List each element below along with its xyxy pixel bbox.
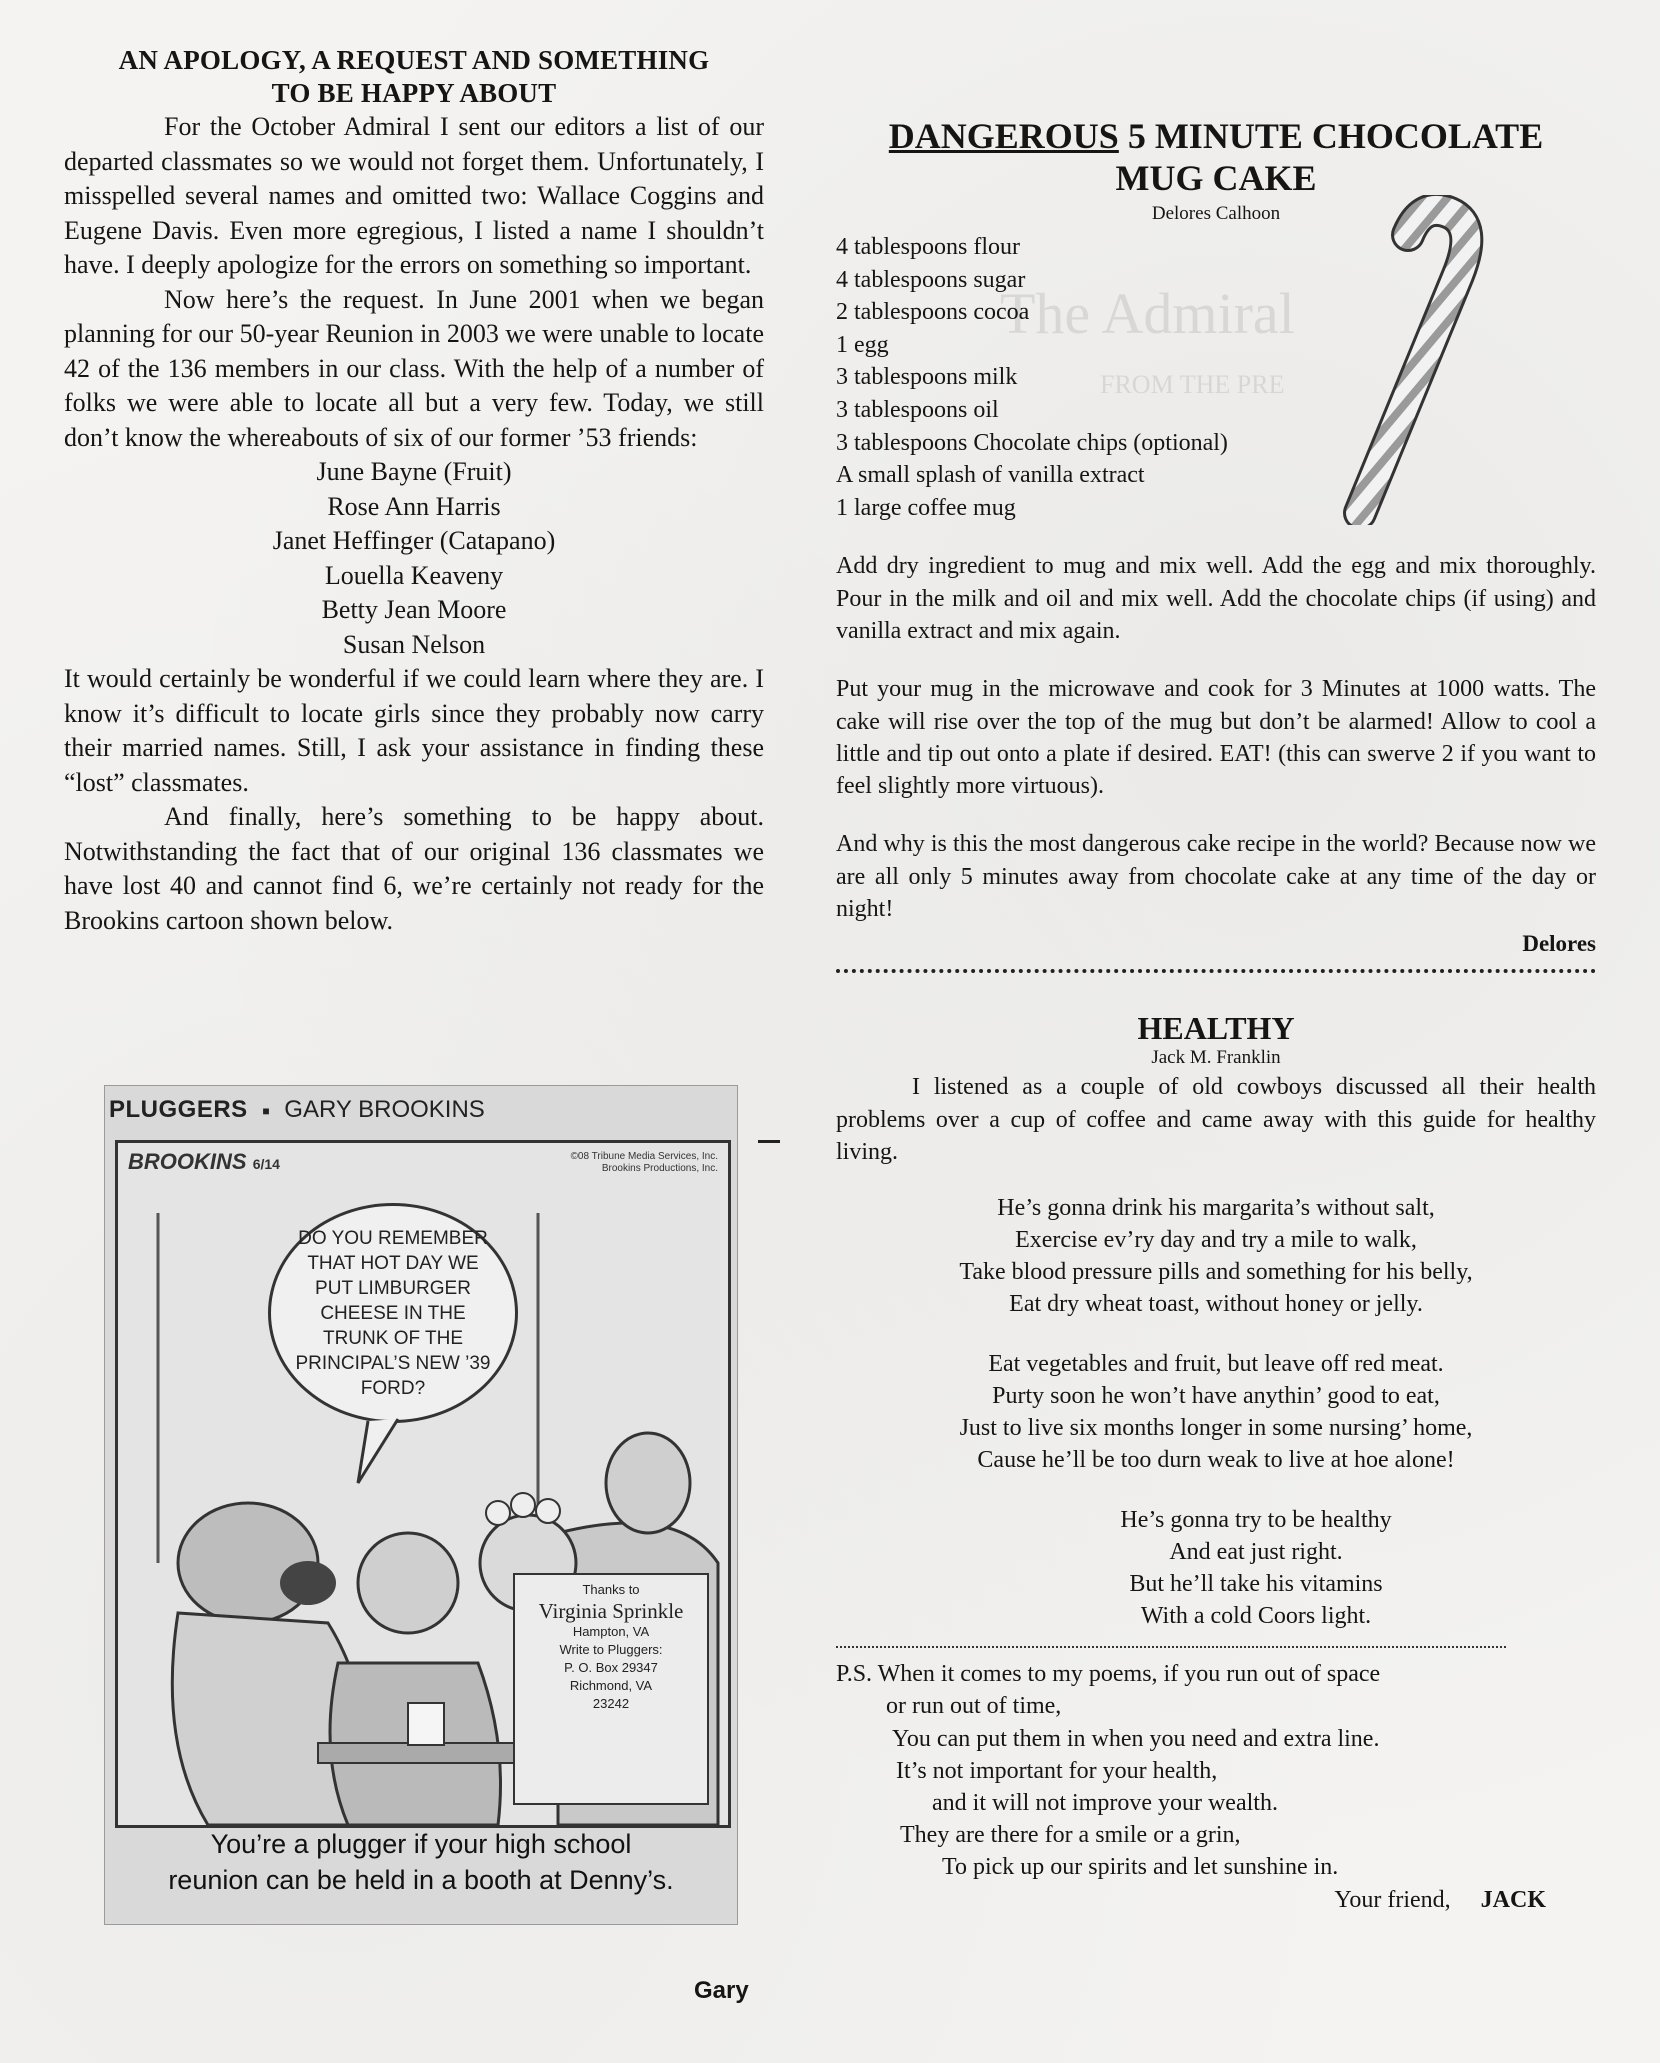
apology-article — [64, 44, 764, 938]
poem-line: Cause he’ll be too durn weak to live at hoe alone! — [977, 1447, 1455, 1474]
stray-dash-mark — [758, 1140, 780, 1143]
ps-line: and it will not improve your wealth. — [932, 1790, 1278, 1817]
healthy-signature: JACK — [1480, 1886, 1546, 1913]
copyright-note: ©08 Tribune Media Services, Inc. Brookins Productions, Inc. — [570, 1151, 718, 1174]
poem-line: Exercise ev’ry day and try a mile to walk, — [1015, 1227, 1417, 1254]
recipe-title-rest: 5 MINUTE CHOCOLATE — [1118, 116, 1544, 156]
cartoon-panel — [115, 1140, 731, 1828]
recipe-title — [836, 115, 1596, 199]
poem-line: Purty soon he won’t have anythin’ good to eat, — [992, 1383, 1440, 1410]
cartoon-caption — [105, 1826, 737, 1898]
cartoon-date: 6/14 — [252, 1156, 280, 1172]
artist-signature-text: BROOKINS — [128, 1149, 247, 1174]
ingredient: 1 egg — [836, 331, 889, 358]
recipe-step-1: Add dry ingredient to mug and mix well. Add the egg and mix thoroughly. Pour in the milk and oil and mix well. Add the chocolate chips (if using) and vanilla extract and mix again. — [836, 553, 1596, 644]
show-through-text: FROM THE PRE — [1100, 370, 1285, 399]
poem-line: Eat vegetables and fruit, but leave off red meat. — [988, 1351, 1444, 1378]
poem-line: He’s gonna drink his margarita’s without salt, — [997, 1195, 1435, 1222]
ps-line: You can put them in when you need and extra line. — [892, 1725, 1380, 1752]
poem-line: And eat just right. — [1169, 1539, 1343, 1566]
poem-line: Eat dry wheat toast, without honey or jelly. — [1009, 1291, 1423, 1318]
apology-paragraph-1: For the October Admiral I sent our editors a list of our departed classmates so we would not forget them. Unfortunately, I misspelled several names and omitted two: Wallace Coggins and Eugene Davis. Even more egregious, I listed a name I shouldn’t have. I deeply apologize for the errors on something so important. — [64, 112, 764, 279]
recipe-title-underlined: DANGEROUS — [888, 116, 1119, 156]
ingredient: 4 tablespoons flour — [836, 234, 1020, 260]
poem-stanza-3 — [916, 1504, 1596, 1632]
apology-paragraph-4: And finally, here’s something to be happy about. Notwithstanding the fact that of our original 136 classmates we have lost 40 and cannot find 6, we’re certainly not ready for the Brookins cartoon shown below. — [64, 802, 764, 935]
apology-paragraph-2: Now here’s the request. In June 2001 when we began planning for our 50-year Reunion in 2003 we were unable to locate 42 of the 136 members in our class. With the help of a number of folks we were able to locate all but a very few. Today, we still don’t know the whereabouts of six of our former ’53 friends: — [64, 284, 764, 452]
closing-text: Your friend, — [1334, 1886, 1451, 1913]
ps-divider — [836, 1646, 1506, 1648]
apology-title-line2: TO BE HAPPY ABOUT — [271, 78, 557, 108]
cartoon-author: GARY BROOKINS — [284, 1096, 485, 1123]
cartoon-header — [105, 1086, 737, 1138]
caption-line1: You’re a plugger if your high school — [210, 1829, 632, 1859]
show-through-heading: The Admiral — [1000, 281, 1295, 346]
address-line: P. O. Box 29347 — [564, 1660, 658, 1675]
separator-icon: ■ — [262, 1103, 270, 1118]
recipe-step-3: And why is this the most dangerous cake recipe in the world? Because now we are all only 5 minutes away from chocolate cake at any time of the day or night! — [836, 831, 1596, 923]
apology-signature: Gary — [694, 1977, 749, 2004]
ps-line: They are there for a smile or a grin, — [900, 1822, 1241, 1849]
speech-bubble: DO YOU REMEMBER THAT HOT DAY WE PUT LIMBURGER CHEESE IN THE TRUNK OF THE PRINCIPAL’S NEW ’39 FORD? — [268, 1203, 518, 1423]
missing-classmates-list — [64, 455, 764, 662]
missing-classmate: Rose Ann Harris — [327, 491, 501, 521]
caption-line2: reunion can be held in a booth at Denny’s. — [168, 1865, 674, 1895]
postscript — [836, 1658, 1596, 1883]
ingredient: 1 large coffee mug — [836, 494, 1016, 521]
ps-line: or run out of time, — [886, 1693, 1062, 1720]
ingredient: 3 tablespoons oil — [836, 396, 999, 423]
ps-line: It’s not important for your health, — [896, 1757, 1218, 1784]
apology-title — [64, 44, 764, 110]
ps-line: To pick up our spirits and let sunshine in. — [942, 1854, 1339, 1881]
poem-stanza-1 — [836, 1192, 1596, 1320]
healthy-byline: Jack M. Franklin — [1151, 1047, 1281, 1069]
healthy-title: HEALTHY — [1137, 1010, 1295, 1047]
recipe-title-line2: MUG CAKE — [1115, 158, 1317, 198]
apology-paragraph-3: It would certainly be wonderful if we could learn where they are. I know it’s difficult to locate girls since they probably now carry their married names. Still, I ask your assistance in finding these “lost” classmates. — [64, 664, 764, 797]
poem-stanza-2 — [836, 1348, 1596, 1476]
address-line: Richmond, VA — [569, 1678, 653, 1693]
poem-line: With a cold Coors light. — [1140, 1603, 1372, 1630]
thanks-name: Virginia Sprinkle — [538, 1599, 684, 1623]
address-line: 23242 — [592, 1696, 630, 1711]
ingredient-list — [836, 231, 1596, 524]
thanks-city: Hampton, VA — [572, 1624, 650, 1639]
ingredient: A small splash of vanilla extract — [836, 462, 1145, 489]
reader-credit-box — [513, 1573, 709, 1805]
ps-line: P.S. When it comes to my poems, if you run out of space — [836, 1661, 1381, 1688]
missing-classmate: June Bayne (Fruit) — [316, 457, 512, 486]
poem-line: But he’ll take his vitamins — [1129, 1571, 1383, 1598]
missing-classmate: Louella Keaveny — [324, 560, 504, 590]
ingredient: 2 tablespoons cocoa — [836, 299, 1030, 326]
apology-title-line1: AN APOLOGY, A REQUEST AND SOMETHING — [118, 45, 710, 75]
healthy-closing — [836, 1884, 1596, 1916]
pluggers-cartoon — [104, 1085, 738, 1925]
missing-classmate: Betty Jean Moore — [321, 595, 507, 624]
recipe-step-2: Put your mug in the microwave and cook for 3 Minutes at 1000 watts. The cake will rise over the top of the mug but don’t be alarmed! Allow to cool a little and tip out onto a plate if desired. EAT! (this can swerve 2 if you want to feel slightly more virtuous). — [836, 676, 1596, 800]
poem-line: Just to live six months longer in some nursing’ home, — [959, 1415, 1473, 1442]
ingredient: 4 tablespoons sugar — [836, 266, 1026, 293]
strip-name: PLUGGERS — [109, 1096, 248, 1123]
thanks-label: Thanks to — [582, 1582, 640, 1597]
healthy-intro: I listened as a couple of old cowboys discussed all their health problems over a cup of coffee and came away with this guide for healthy living. — [836, 1074, 1596, 1165]
address-line: Write to Pluggers: — [559, 1642, 663, 1657]
ingredient: 3 tablespoons Chocolate chips (optional) — [836, 429, 1228, 456]
recipe-byline: Delores Calhoon — [1151, 203, 1281, 224]
missing-classmate: Janet Heffinger (Catapano) — [272, 526, 556, 555]
recipe-signature: Delores — [1522, 931, 1596, 957]
poem-line: Take blood pressure pills and something for his belly, — [959, 1259, 1473, 1286]
missing-classmate: Susan Nelson — [342, 629, 486, 659]
ingredient: 3 tablespoons milk — [836, 364, 1018, 391]
right-column — [836, 115, 1596, 1916]
poem-line: He’s gonna try to be healthy — [1120, 1507, 1392, 1534]
